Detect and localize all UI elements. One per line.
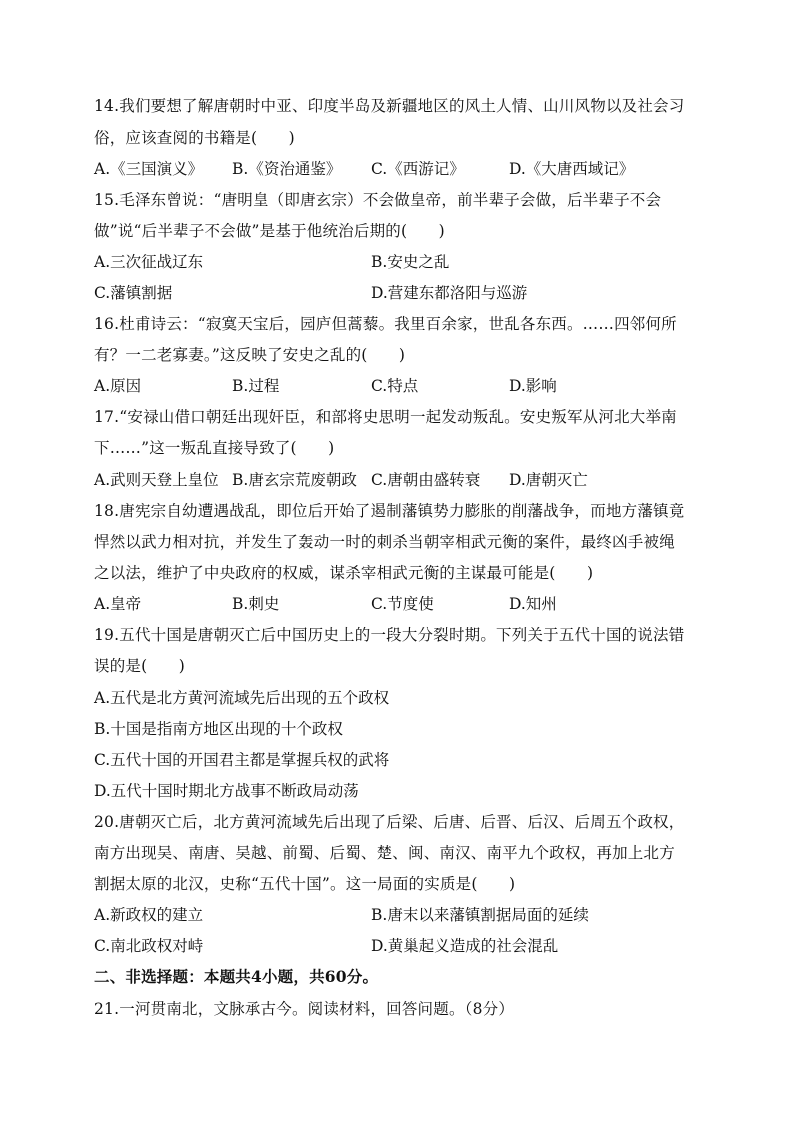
q17-option-a: A.武则天登上皇位	[94, 471, 219, 489]
q14-stem-line1: 14.我们要想了解唐朝时中亚、印度半岛及新疆地区的风土人情、山川风物以及社会习	[94, 97, 685, 115]
q20-option-c: C.南北政权对峙	[94, 937, 204, 955]
q16-option-d: D.影响	[509, 377, 557, 395]
q17-stem-line2: 下……”这一叛乱直接导致了( )	[94, 439, 335, 457]
q19-option-a: A.五代是北方黄河流域先后出现的五个政权	[94, 689, 390, 707]
q19-option-d: D.五代十国时期北方战事不断政局动荡	[94, 782, 359, 800]
q20-option-a: A.新政权的建立	[94, 906, 204, 924]
q18-option-a: A.皇帝	[94, 595, 142, 613]
q18-stem-line2: 悍然以武力相对抗，并发生了轰动一时的刺杀当朝宰相武元衡的案件，最终凶手被绳	[94, 533, 675, 551]
q14-option-d: D.《大唐西域记》	[509, 160, 635, 178]
q18-option-c: C.节度使	[371, 595, 434, 613]
q16-option-b: B.过程	[232, 377, 280, 395]
q18-stem-line1: 18.唐宪宗自幼遭遇战乱，即位后开始了遏制藩镇势力膨胀的削藩战争，而地方藩镇竟	[94, 502, 685, 520]
q15-option-c: C.藩镇割据	[94, 284, 173, 302]
q19-option-b: B.十国是指南方地区出现的十个政权	[94, 720, 343, 738]
q18-stem-line3: 之以法，维护了中央政府的权威，谋杀宰相武元衡的主谋最可能是( )	[94, 564, 594, 582]
q14-option-a: A.《三国演义》	[94, 160, 204, 178]
q14-option-b: B.《资治通鉴》	[232, 160, 342, 178]
q16-stem-line1: 16.杜甫诗云：“寂寞天宝后，园庐但蒿藜。我里百余家，世乱各东西。……四邻何所	[94, 315, 677, 333]
q17-option-b: B.唐玄宗荒废朝政	[232, 471, 357, 489]
section-heading: 二、非选择题：本题共4小题，共60分。	[94, 967, 379, 986]
q21-stem: 21.一河贯南北，文脉承古今。阅读材料，回答问题。（8分）	[94, 1000, 515, 1018]
q18-option-d: D.知州	[509, 595, 557, 613]
q16-option-a: A.原因	[94, 377, 142, 395]
q20-stem-line2: 南方出现吴、南唐、吴越、前蜀、后蜀、楚、闽、南汉、南平九个政权，再加上北方	[94, 844, 675, 862]
q15-option-a: A.三次征战辽东	[94, 253, 204, 271]
q14-stem-line2: 俗，应该查阅的书籍是( )	[94, 129, 295, 147]
q19-stem-line2: 误的是( )	[94, 657, 185, 675]
q15-stem-line2: 做”说“后半辈子不会做”是基于他统治后期的( )	[94, 222, 445, 240]
q15-option-d: D.营建东都洛阳与巡游	[371, 284, 528, 302]
q15-stem-line1: 15.毛泽东曾说：“唐明皇（即唐玄宗）不会做皇帝，前半辈子会做，后半辈子不会	[94, 191, 662, 209]
q16-stem-line2: 有？一二老寡妻。”这反映了安史之乱的( )	[94, 346, 406, 364]
q20-option-b: B.唐末以来藩镇割据局面的延续	[371, 906, 589, 924]
q20-stem-line1: 20.唐朝灭亡后，北方黄河流域先后出现了后梁、后唐、后晋、后汉、后周五个政权，	[94, 813, 685, 831]
q17-option-c: C.唐朝由盛转衰	[371, 471, 481, 489]
q15-option-b: B.安史之乱	[371, 253, 450, 271]
q17-option-d: D.唐朝灭亡	[509, 471, 588, 489]
q19-stem-line1: 19.五代十国是唐朝灭亡后中国历史上的一段大分裂时期。下列关于五代十国的说法错	[94, 626, 685, 644]
q16-option-c: C.特点	[371, 377, 419, 395]
q20-option-d: D.黄巢起义造成的社会混乱	[371, 937, 559, 955]
q20-stem-line3: 割据太原的北汉，史称“五代十国”。这一局面的实质是( )	[94, 875, 516, 893]
q19-option-c: C.五代十国的开国君主都是掌握兵权的武将	[94, 751, 390, 769]
q14-option-c: C.《西游记》	[371, 160, 465, 178]
q18-option-b: B.刺史	[232, 595, 280, 613]
q17-stem-line1: 17.“安禄山借口朝廷出现奸臣，和部将史思明一起发动叛乱。安史叛军从河北大举南	[94, 408, 677, 426]
